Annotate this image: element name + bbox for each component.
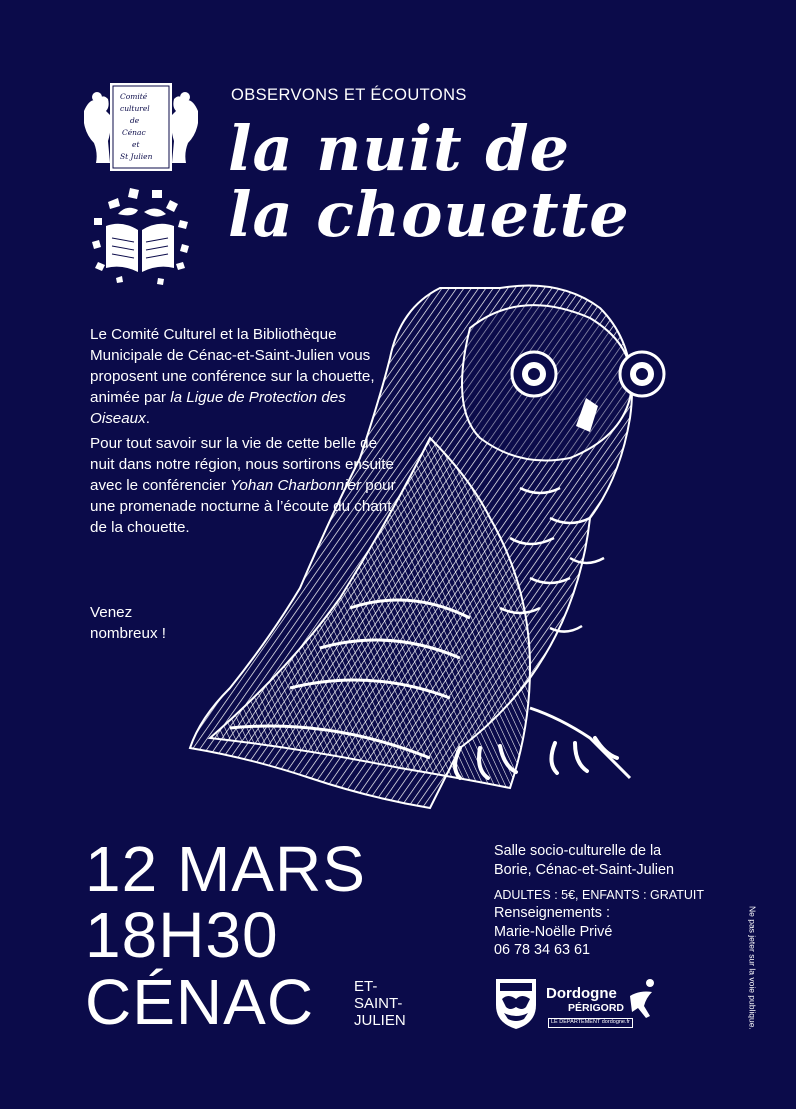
dordogne-perigord-logo: Dordogne PÉRIGORD LE DÉPARTEMENT dordogne.fr: [546, 978, 658, 1030]
svg-text:de: de: [130, 116, 140, 125]
contact: Renseignements : Marie-Noëlle Privé 06 78 34 63 61: [494, 904, 754, 960]
event-date: 12 MARS: [85, 833, 366, 905]
event-place: CÉNAC: [85, 966, 315, 1038]
event-place-suffix: ET- SAINT- JULIEN: [354, 978, 406, 1029]
svg-text:St Julien: St Julien: [120, 152, 153, 161]
prices: ADULTES : 5€, ENFANTS : GRATUIT: [494, 888, 704, 902]
details-paragraph: Pour tout savoir sur la vie de cette belle de nuit dans notre région, nous sortirons ensuite avec le conférencier Yohan Charbonnier pour une promenade nocturne à l’écoute du chant de la chouette.: [90, 435, 396, 536]
svg-text:Comité: Comité: [120, 92, 148, 101]
contact-phone: 06 78 34 63 61: [494, 942, 591, 958]
speaker-name: Yohan Charbonnier: [230, 477, 362, 494]
legal-notice: Ne pas jeter sur la voie publique.: [747, 906, 758, 1030]
dordogne-figure-icon: [628, 978, 658, 1018]
intro-paragraph: Le Comité Culturel et la Bibliothèque Municipale de Cénac-et-Saint-Julien vous proposent une conférence sur la chouette, animée par la Ligue de Protection des Oiseaux.: [90, 326, 375, 427]
svg-text:et: et: [132, 140, 140, 149]
svg-text:Cénac: Cénac: [122, 128, 146, 137]
event-time: 18H30: [85, 899, 279, 971]
comite-culturel-logo: [80, 77, 202, 177]
title-line-1: la nuit de: [228, 112, 571, 185]
coat-of-arms-icon: [494, 977, 538, 1031]
subtitle: OBSERVONS ET ÉCOUTONS: [231, 86, 467, 104]
invitation-text: Venez nombreux !: [90, 604, 166, 642]
svg-text:culturel: culturel: [120, 104, 150, 113]
venue: Salle socio-culturelle de la Borie, Cénac-et-Saint-Julien: [494, 843, 674, 878]
title-line-2: la chouette: [228, 178, 630, 251]
lpo-name: la Ligue de Protection des Oiseaux: [90, 389, 346, 427]
